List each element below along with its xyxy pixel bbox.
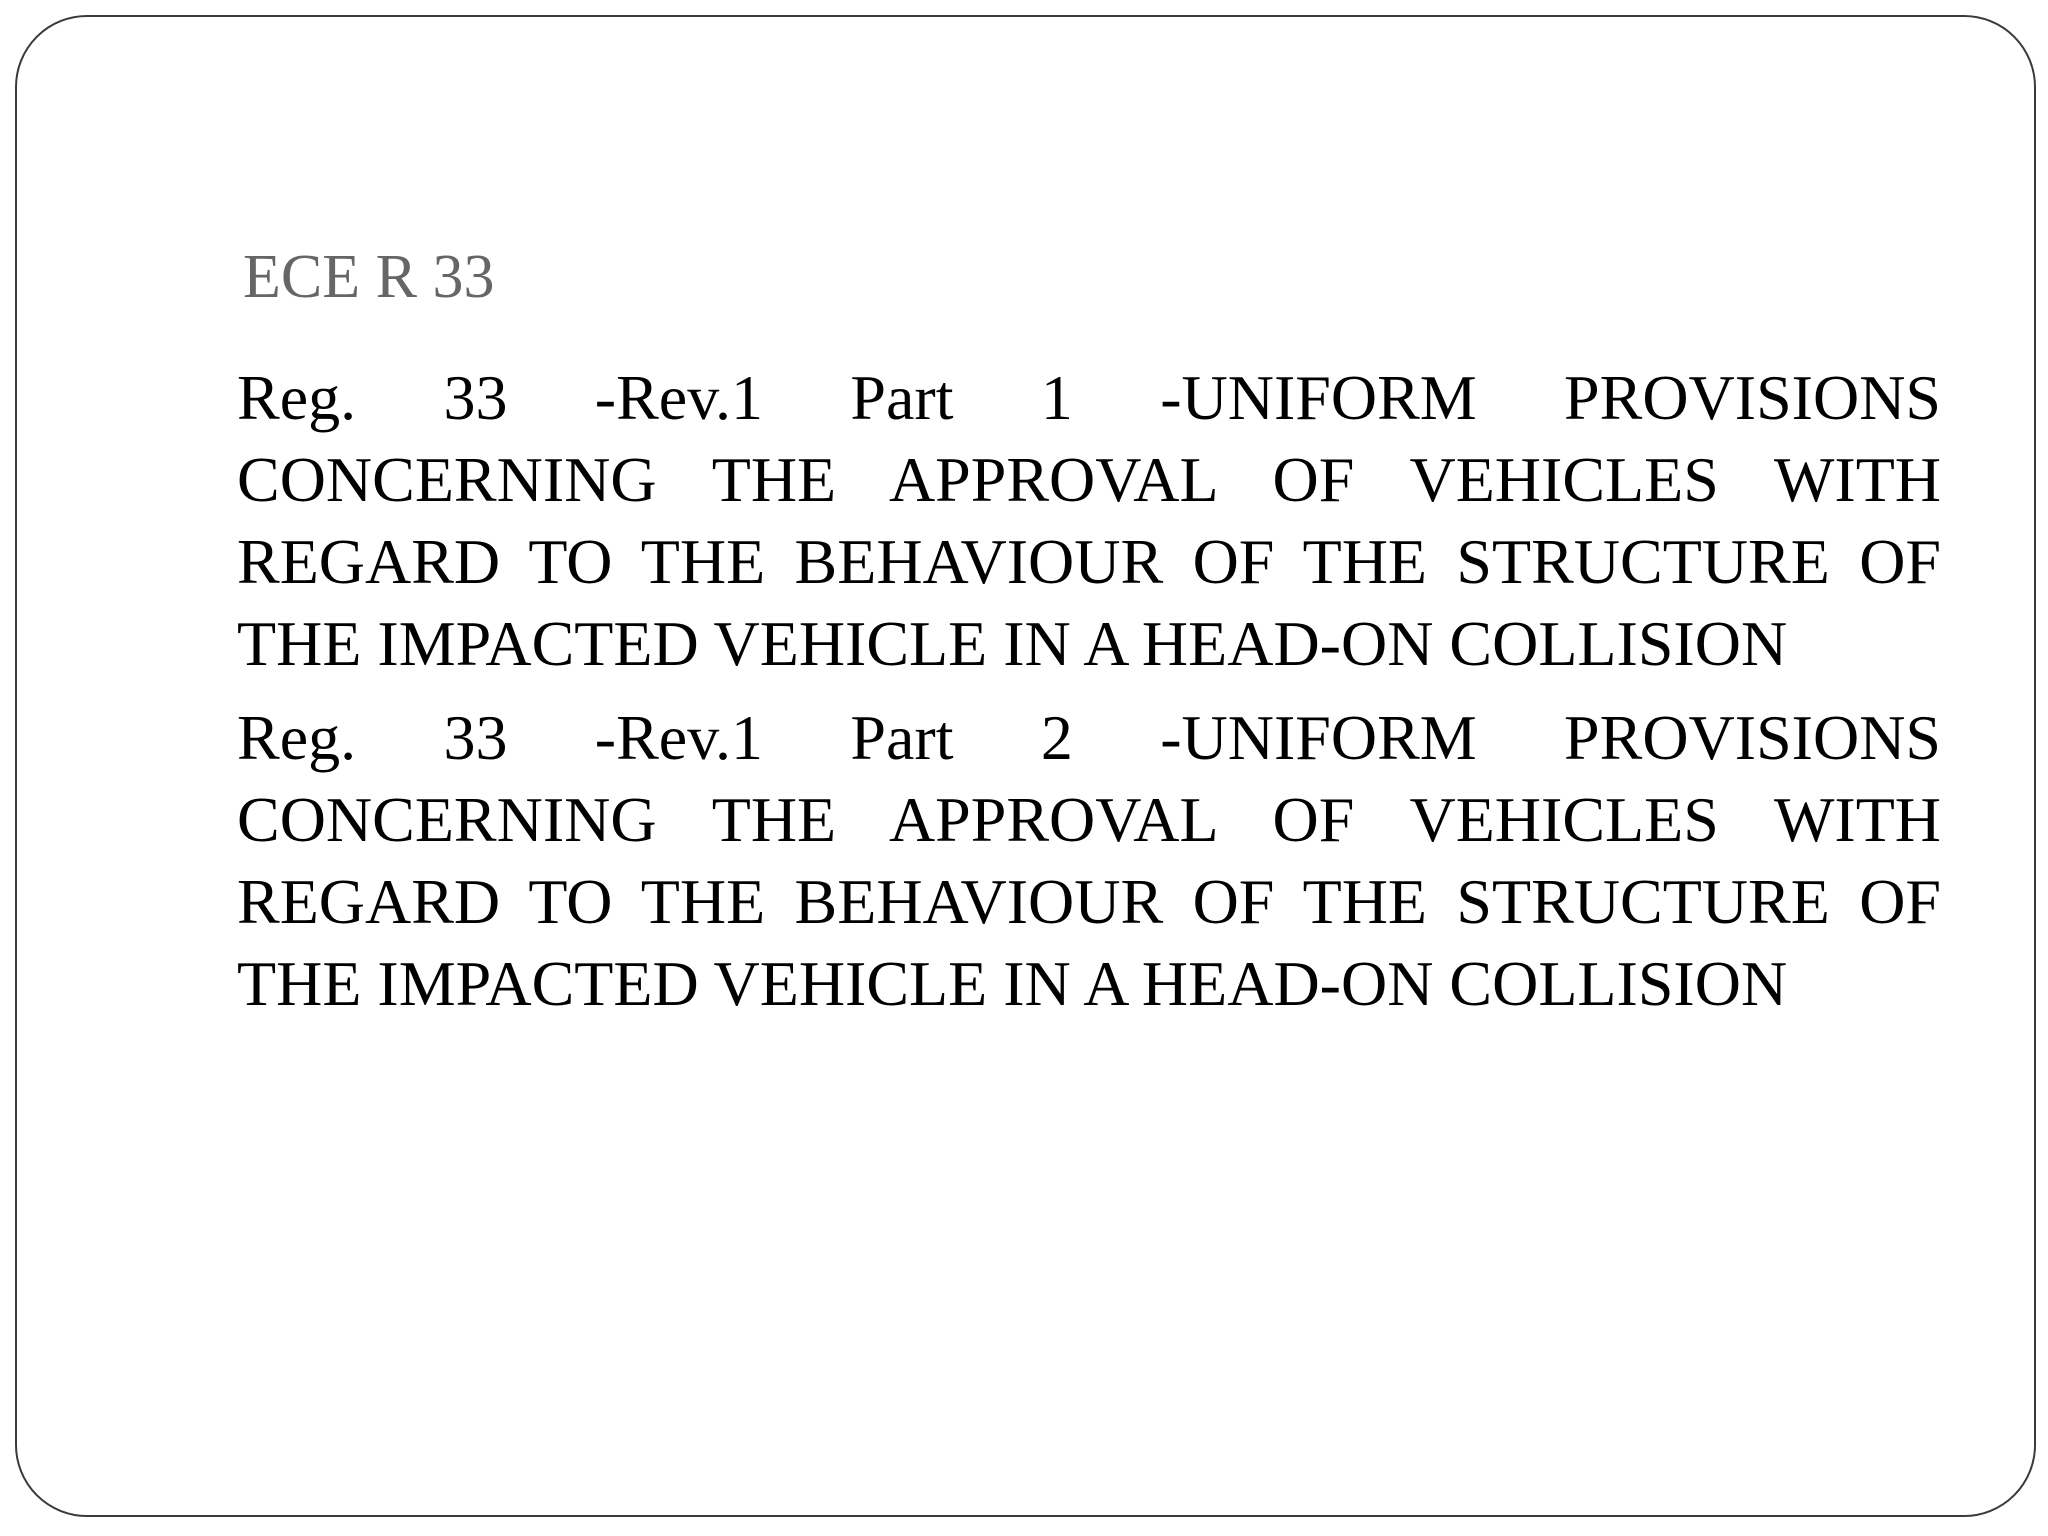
slide-frame bbox=[15, 15, 2036, 1517]
regulation-part-2-paragraph: Reg. 33 -Rev.1 Part 2 -UNIFORM PROVISIONS CONCERNING THE APPROVAL OF VEHICLES WITH REGARD TO THE BEHAVIOUR OF THE STRUCTURE OF THE IMPACTED VEHICLE IN A HEAD-ON COLLISION bbox=[237, 702, 1941, 1019]
slide-body bbox=[237, 357, 1941, 1037]
regulation-part-1-paragraph: Reg. 33 -Rev.1 Part 1 -UNIFORM PROVISIONS CONCERNING THE APPROVAL OF VEHICLES WITH REGARD TO THE BEHAVIOUR OF THE STRUCTURE OF THE IMPACTED VEHICLE IN A HEAD-ON COLLISION bbox=[237, 362, 1941, 679]
slide-title: ECE R 33 bbox=[243, 243, 495, 311]
